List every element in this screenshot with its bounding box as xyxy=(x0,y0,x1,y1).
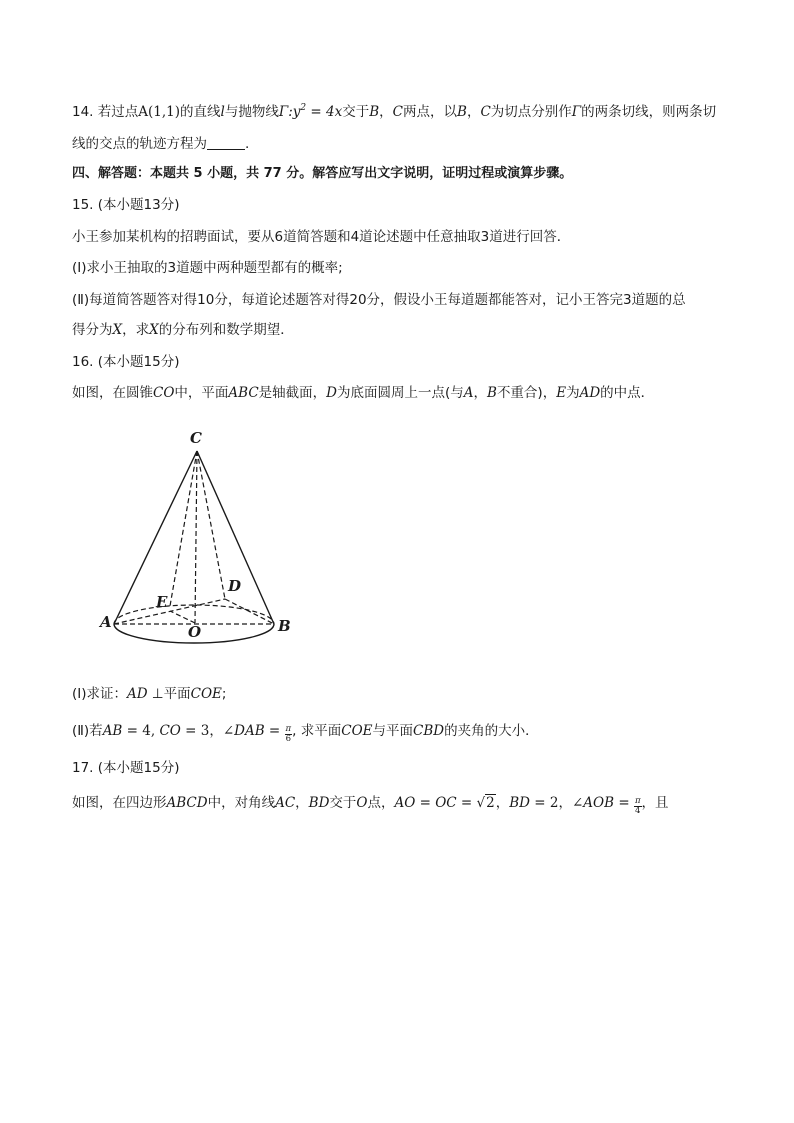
q14-line-1: 14. 若过点A(1,1)的直线l与抛物线$\Gamma:y^2 = 4x$交于B，C两点，以B，C为切点分别作Γ的两条切线，则两条切 xyxy=(72,103,717,120)
q16-header: 16. (本小题15分) xyxy=(72,354,180,370)
fraction-pi-over-4: $\frac{\pi}{4}$ xyxy=(634,796,641,816)
q14-line-2: 线的交点的轨迹方程为 . xyxy=(72,136,250,152)
label-C: C xyxy=(190,429,202,447)
dashed-lines xyxy=(114,451,274,624)
q16-part-2: (Ⅱ)若AB = 4, CO = 3，∠DAB = $\frac{\pi}{6}$ , 求平面COE与平面CBD的夹角的大小． xyxy=(72,723,539,744)
q16-part-1: (Ⅰ)求证：AD ⊥平面COE; xyxy=(72,686,227,702)
edge-CB xyxy=(197,451,274,624)
q15-part-2b: 得分为X，求X的分布列和数学期望． xyxy=(72,322,294,338)
q15-header: 15. (本小题13分) xyxy=(72,197,180,213)
sqrt-2: √2 xyxy=(476,795,495,811)
label-A: A xyxy=(100,613,112,631)
answer-blank xyxy=(207,135,245,150)
section-4-heading: 四、解答题：本题共 5 小题，共 77 分。解答应写出文字说明，证明过程或演算步骤。 xyxy=(72,166,573,181)
q16-stem: 如图，在圆锥CO中，平面ABC是轴截面，D为底面圆周上一点(与A，B不重合)，E为AD的中点． xyxy=(72,385,655,401)
q15-part-2a: (Ⅱ)每道简答题答对得10分，每道论述题答对得20分，假设小王每道题都能答对，记小王答完3道题的总 xyxy=(72,292,686,308)
label-D: D xyxy=(228,577,242,595)
label-E: E xyxy=(156,593,168,611)
q17-header: 17. (本小题15分) xyxy=(72,760,180,776)
fraction-pi-over-6: $\frac{\pi}{6}$ xyxy=(285,724,292,744)
q17-stem: 如图，在四边形ABCD中，对角线AC，BD交于O点，AO = OC = √2，BD = 2，∠AOB = $\frac{\pi}{4}$ ，且 xyxy=(72,795,669,816)
q15-part-1: (Ⅰ)求小王抽取的3道题中两种题型都有的概率; xyxy=(72,260,343,276)
q15-stem: 小王参加某机构的招聘面试，要从6道简答题和4道论述题中任意抽取3道进行回答． xyxy=(72,229,571,245)
label-O: O xyxy=(188,623,202,641)
cone-figure xyxy=(96,424,310,654)
label-B: B xyxy=(278,617,291,635)
